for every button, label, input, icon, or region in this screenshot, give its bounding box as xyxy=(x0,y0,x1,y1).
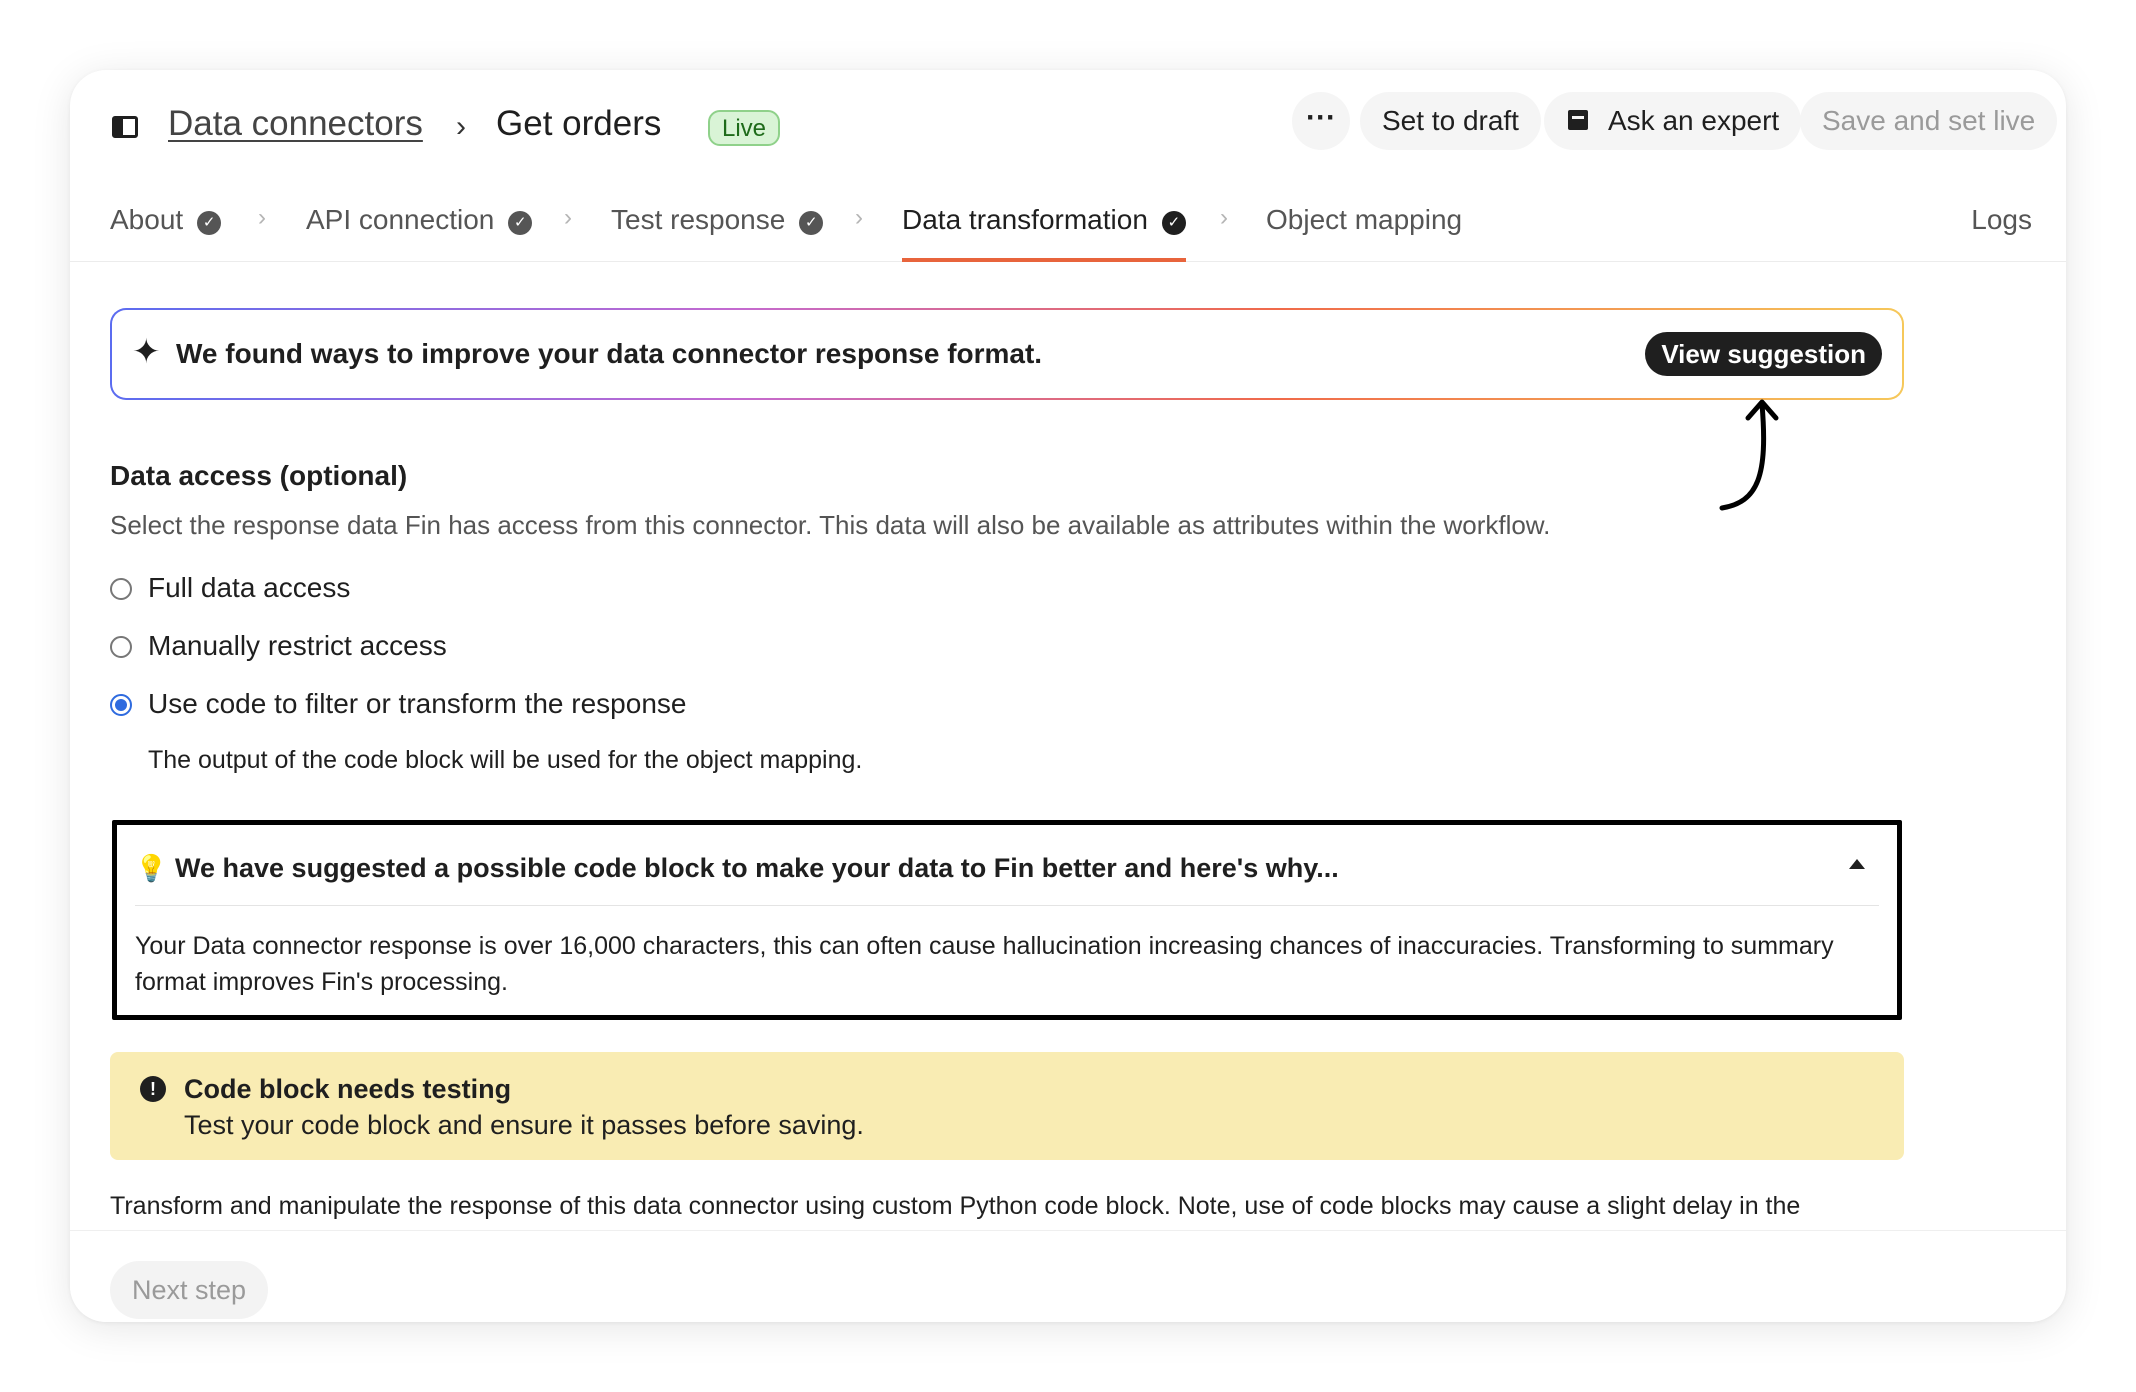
page-header xyxy=(70,70,2066,180)
transform-description: Transform and manipulate the response of this data connector using custom Python code block. Note, use of code blocks may cause a slight delay in the xyxy=(110,1192,1801,1220)
next-step-button[interactable]: Next step xyxy=(110,1261,268,1319)
tab-data-transformation[interactable] xyxy=(902,204,1186,262)
tab-label: Object mapping xyxy=(1266,204,1463,235)
annotation-arrow-icon xyxy=(1710,396,1790,516)
set-to-draft-button[interactable]: Set to draft xyxy=(1360,92,1541,150)
ask-expert-button[interactable] xyxy=(1544,92,1801,150)
check-circle-icon: ✓ xyxy=(508,211,532,235)
radio-use-code[interactable] xyxy=(110,688,686,724)
footer-bar xyxy=(70,1230,2066,1322)
tab-api-connection[interactable] xyxy=(306,204,532,262)
tab-test-response[interactable] xyxy=(611,204,823,262)
more-options-button[interactable] xyxy=(1292,92,1350,150)
chevron-right-icon: › xyxy=(1220,204,1228,231)
warning-body: Test your code block and ensure it passes before saving. xyxy=(184,1110,864,1140)
chevron-right-icon: › xyxy=(564,204,572,231)
radio-full-data-access[interactable] xyxy=(110,572,350,608)
radio-icon xyxy=(110,578,132,600)
explanation-title: We have suggested a possible code block to make your data to Fin better and here's why... xyxy=(175,853,1339,883)
alert-icon: ! xyxy=(140,1076,166,1102)
radio-manually-restrict[interactable] xyxy=(110,630,447,666)
page-title: Get orders xyxy=(496,104,662,143)
tab-logs[interactable]: Logs xyxy=(1971,204,2032,235)
tab-label: API connection xyxy=(306,204,495,235)
check-circle-icon: ✓ xyxy=(799,211,823,235)
tab-label: Test response xyxy=(611,204,786,235)
chevron-right-icon: › xyxy=(456,110,466,143)
radio-label: Manually restrict access xyxy=(148,630,447,661)
suggestion-banner-text: We found ways to improve your data connector response format. xyxy=(176,338,1043,369)
chevron-right-icon: › xyxy=(258,204,266,231)
output-note: The output of the code block will be used for the object mapping. xyxy=(148,746,863,774)
explanation-body: Your Data connector response is over 16,000 characters, this can often cause hallucination increasing chances of inaccuracies. Transforming to summary format improves Fin's processing. xyxy=(135,932,1834,996)
code-suggestion-explanation xyxy=(112,820,1902,1020)
check-circle-icon: ✓ xyxy=(1162,211,1186,235)
status-badge: Live xyxy=(708,110,780,146)
breadcrumb-data-connectors[interactable]: Data connectors xyxy=(168,104,423,143)
radio-label: Use code to filter or transform the response xyxy=(148,688,687,719)
more-icon: ··· xyxy=(1306,101,1336,134)
chevron-right-icon: › xyxy=(855,204,863,231)
sidebar-toggle-icon[interactable] xyxy=(112,116,138,138)
radio-selected-icon xyxy=(110,694,132,716)
check-circle-icon: ✓ xyxy=(197,211,221,235)
tab-object-mapping[interactable] xyxy=(1266,204,1462,262)
code-testing-warning xyxy=(110,1052,1904,1160)
tab-label: Data transformation xyxy=(902,204,1148,235)
divider xyxy=(135,905,1879,906)
data-connector-editor xyxy=(70,70,2066,1322)
step-tabs xyxy=(70,190,2066,262)
suggestion-banner xyxy=(110,308,1904,400)
radio-icon xyxy=(110,636,132,658)
data-access-description: Select the response data Fin has access from this connector. This data will also be available as attributes within the workflow. xyxy=(110,510,1551,540)
ask-expert-label: Ask an expert xyxy=(1608,105,1780,136)
tab-label: About xyxy=(110,204,184,235)
lightbulb-icon: 💡 xyxy=(135,853,168,883)
radio-label: Full data access xyxy=(148,572,351,603)
save-and-set-live-button[interactable]: Save and set live xyxy=(1800,92,2057,150)
chat-icon xyxy=(1568,110,1588,130)
sparkle-icon: ✦ xyxy=(132,333,161,371)
collapse-caret-icon[interactable] xyxy=(1849,859,1865,869)
warning-title: Code block needs testing xyxy=(184,1074,512,1104)
data-access-title: Data access (optional) xyxy=(110,460,408,491)
view-suggestion-button[interactable]: View suggestion xyxy=(1645,332,1882,376)
tab-about[interactable] xyxy=(110,204,221,262)
